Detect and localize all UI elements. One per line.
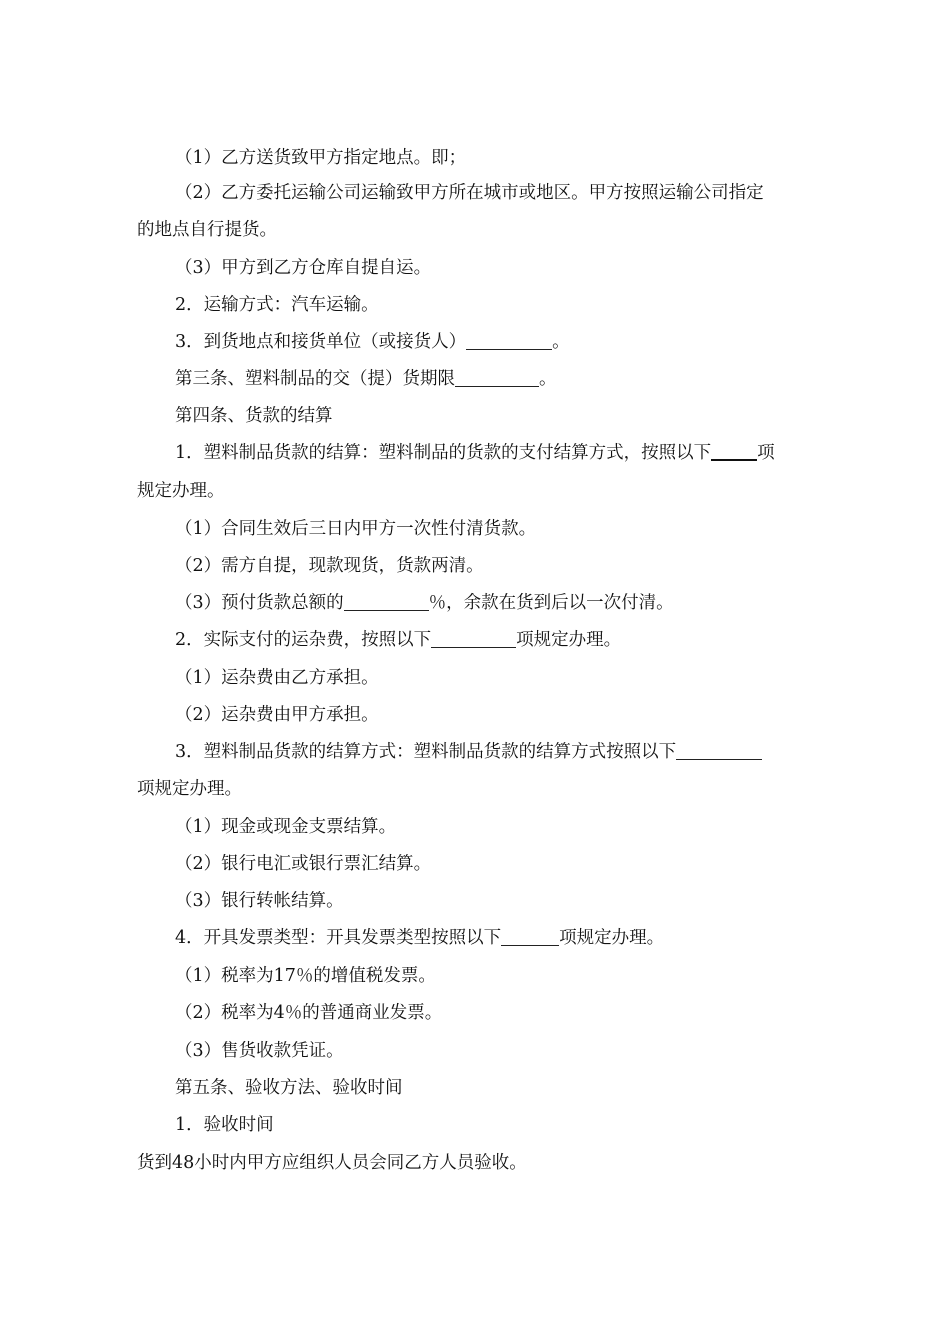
settlement-method-line1 bbox=[137, 740, 817, 764]
invoice-option-1 bbox=[137, 964, 817, 988]
line-text: ％，余款在货到后以一次付清。 bbox=[428, 593, 674, 613]
line-text: 第三条、塑料制品的交（提）货期限 bbox=[175, 369, 455, 389]
fill-in-blank[interactable] bbox=[676, 741, 762, 760]
delivery-option-3 bbox=[137, 256, 817, 280]
line-text: 货到48小时内甲方应组织人员会同乙方人员验收。 bbox=[137, 1153, 527, 1173]
line-text: （1）税率为17％的增值税发票。 bbox=[175, 966, 436, 986]
line-text: （2）税率为4％的普通商业发票。 bbox=[175, 1003, 443, 1023]
line-text: （1）现金或现金支票结算。 bbox=[175, 817, 397, 837]
fill-in-blank[interactable] bbox=[344, 592, 429, 611]
line-text: 的地点自行提货。 bbox=[137, 220, 277, 240]
settlement-method-line2 bbox=[137, 777, 817, 801]
line-text: 。 bbox=[552, 332, 570, 352]
line-text: 2．实际支付的运杂费，按照以下 bbox=[175, 630, 432, 650]
line-text: （1）合同生效后三日内甲方一次性付清货款。 bbox=[175, 519, 537, 539]
invoice-option-2 bbox=[137, 1001, 817, 1025]
line-text: （3）预付货款总额的 bbox=[175, 593, 344, 613]
line-text: 2．运输方式：汽车运输。 bbox=[175, 295, 379, 315]
article-5-heading bbox=[137, 1076, 817, 1100]
line-text: 4．开具发票类型：开具发票类型按照以下 bbox=[175, 928, 502, 948]
article-4-heading bbox=[137, 404, 817, 428]
line-text: （2）运杂费由甲方承担。 bbox=[175, 705, 379, 725]
settlement-option-3 bbox=[137, 889, 817, 913]
line-text: 第四条、货款的结算 bbox=[175, 406, 333, 426]
line-text: 项规定办理。 bbox=[137, 779, 242, 799]
line-text: 规定办理。 bbox=[137, 481, 225, 501]
delivery-option-1 bbox=[137, 146, 817, 170]
settlement-option-1 bbox=[137, 815, 817, 839]
article-3-heading bbox=[137, 367, 817, 391]
line-text: 1．验收时间 bbox=[175, 1115, 274, 1135]
line-text: （3）甲方到乙方仓库自提自运。 bbox=[175, 258, 432, 278]
fill-in-blank[interactable] bbox=[431, 629, 516, 648]
line-text: 。 bbox=[539, 369, 557, 389]
delivery-option-2-line2 bbox=[137, 218, 817, 242]
payment-option-1 bbox=[137, 517, 817, 541]
fill-in-blank[interactable] bbox=[501, 927, 559, 946]
settlement-option-2 bbox=[137, 852, 817, 876]
inspection-time-text bbox=[137, 1151, 817, 1175]
fill-in-blank[interactable] bbox=[466, 331, 552, 350]
line-text: （1）运杂费由乙方承担。 bbox=[175, 668, 379, 688]
line-text: （3）银行转帐结算。 bbox=[175, 891, 344, 911]
line-text: （1）乙方送货致甲方指定地点。即； bbox=[175, 148, 467, 168]
delivery-option-2-line1 bbox=[137, 181, 817, 205]
line-text: （2）银行电汇或银行票汇结算。 bbox=[175, 854, 432, 874]
line-text: （2）乙方委托运输公司运输致甲方所在城市或地区。甲方按照运输公司指定 bbox=[175, 183, 764, 203]
freight-option-1 bbox=[137, 666, 817, 690]
payment-settlement-line2 bbox=[137, 479, 817, 503]
line-text: 第五条、验收方法、验收时间 bbox=[175, 1078, 403, 1098]
line-text: 项规定办理。 bbox=[559, 928, 665, 948]
invoice-type-line bbox=[137, 926, 817, 950]
freight-payment-line bbox=[137, 628, 817, 652]
payment-settlement-line1 bbox=[137, 441, 817, 465]
line-text: 项规定办理。 bbox=[516, 630, 622, 650]
fill-in-blank[interactable] bbox=[455, 368, 539, 387]
inspection-time-heading bbox=[137, 1113, 817, 1137]
transport-method bbox=[137, 293, 817, 317]
fill-in-blank[interactable] bbox=[711, 441, 757, 461]
payment-option-2 bbox=[137, 554, 817, 578]
line-text: （3）售货收款凭证。 bbox=[175, 1041, 344, 1061]
freight-option-2 bbox=[137, 703, 817, 727]
invoice-option-3 bbox=[137, 1039, 817, 1063]
line-text: 3．塑料制品货款的结算方式：塑料制品货款的结算方式按照以下 bbox=[175, 742, 677, 762]
line-text: 1．塑料制品货款的结算：塑料制品的货款的支付结算方式，按照以下 bbox=[175, 443, 712, 463]
line-text: （2）需方自提，现款现货，货款两清。 bbox=[175, 556, 484, 576]
line-text: 项 bbox=[757, 443, 775, 463]
payment-option-3 bbox=[137, 591, 817, 615]
line-text: 3．到货地点和接货单位（或接货人） bbox=[175, 332, 467, 352]
delivery-place-line bbox=[137, 330, 817, 354]
